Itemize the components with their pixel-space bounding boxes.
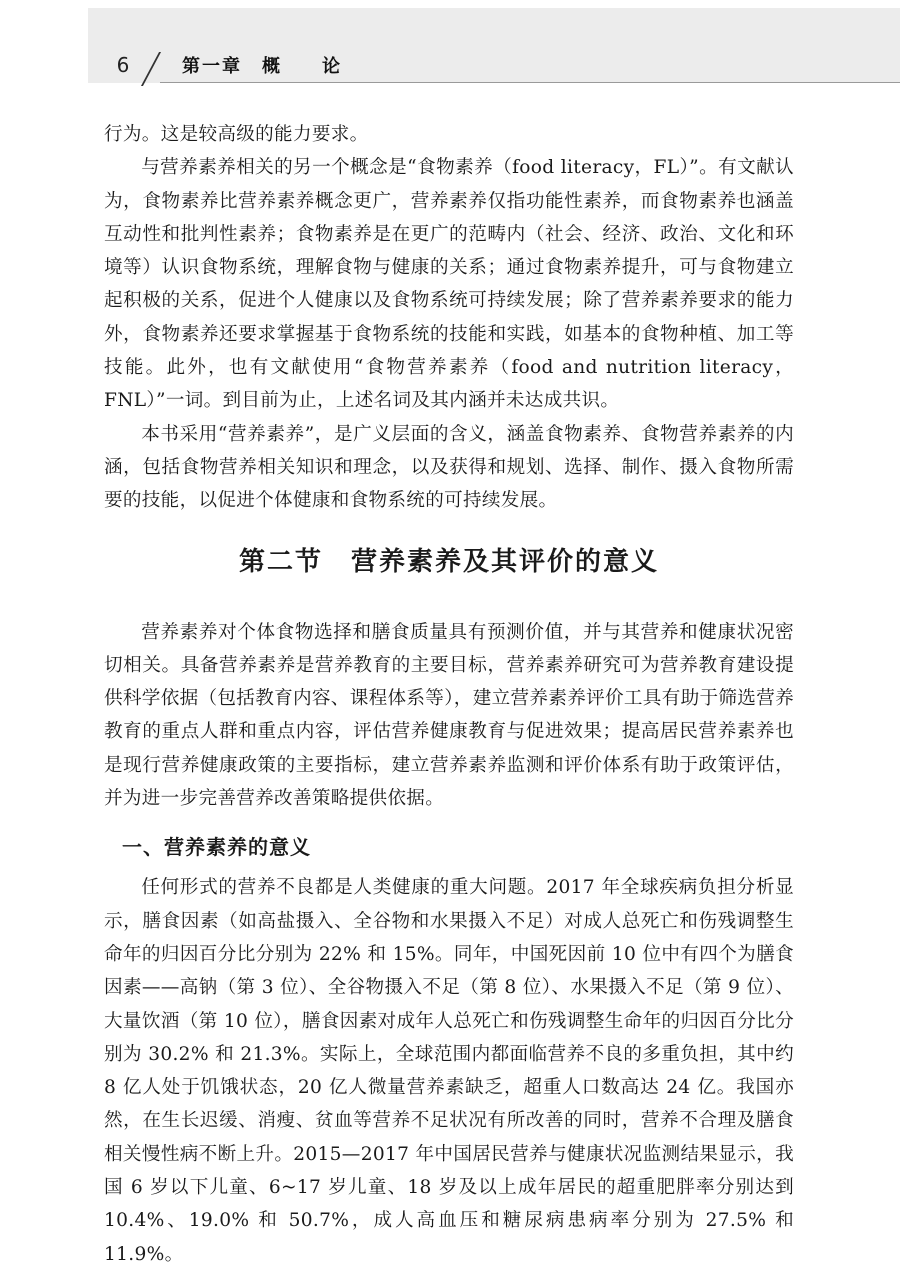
- page-number: 6: [116, 53, 130, 77]
- paragraph-continuation: 行为。这是较高级的能力要求。: [104, 124, 369, 145]
- paragraph-section-intro: 营养素养对个体食物选择和膳食质量具有预测价值，并与其营养和健康状况密切相关。具备营养素养是营养教育的主要目标，营养素养研究可为营养教育建设提供科学依据（包括教育内容、课程体系等），建立营养素养评价工具有助于筛选营养教育的重点人群和重点内容，评估营养健康教育与促进效果；提高居民营养素养也是现行营养健康政策的主要指标，建立营养素养监测和评价体系有助于政策评估，并为进一步完善营养改善策略提供依据。: [104, 621, 794, 810]
- paragraph-food-literacy: 与营养素养相关的另一个概念是“食物素养（food literacy，FL）”。有文献认为，食物素养比营养素养概念更广，营养素养仅指功能性素养，而食物素养也涵盖互动性和批判性素养；食物素养是在更广的范畴内（社会、经济、政治、文化和环境等）认识食物系统，理解食物与健康的关系；通过食物素养提升，可与食物建立起积极的关系，促进个人健康以及食物系统可持续发展；除了营养素养要求的能力外，食物素养还要求掌握基于食物系统的技能和实践，如基本的食物种植、加工等技能。此外，也有文献使用“食物营养素养（food and nutrition literacy，FNL）”一词。到目前为止，上述名词及其内涵并未达成共识。: [104, 157, 794, 412]
- header-rule: [160, 82, 900, 83]
- subsection-title: 一、营养素养的意义: [122, 835, 311, 860]
- page-body: [104, 118, 794, 1271]
- paragraph-subsection-body: 任何形式的营养不良都是人类健康的重大问题。2017 年全球疾病负担分析显示，膳食因素（如高盐摄入、全谷物和水果摄入不足）对成人总死亡和伤残调整生命年的归因百分比分别为 22% 和 15%。同年，中国死因前 10 位中有四个为膳食因素——高钠（第 3 位）、全谷物摄入不足（第 8 位）、水果摄入不足（第 9 位）、大量饮酒（第 10 位），膳食因素对成年人总死亡和伤残调整生命年的归因百分比分别为 30.2% 和 21.3%。实际上，全球范围内都面临营养不良的多重负担，其中约 8 亿人处于饥饿状态，20 亿人微量营养素缺乏，超重人口数高达 24 亿。我国亦然，在生长迟缓、消瘦、贫血等营养不足状况有所改善的同时，营养不合理及膳食相关慢性病不断上升。2015—2017 年中国居民营养与健康状况监测结果显示，我国 6 岁以下儿童、6~17 岁儿童、18 岁及以上成年居民的超重肥胖率分别达到 10.4%、19.0% 和 50.7%，成人高血压和糖尿病患病率分别为 27.5% 和 11.9%。: [104, 877, 794, 1265]
- section-title: 第二节 营养素养及其评价的意义: [238, 546, 659, 577]
- paragraph-book-definition: 本书采用“营养素养”，是广义层面的含义，涵盖食物素养、食物营养素养的内涵，包括食物营养相关知识和理念，以及获得和规划、选择、制作、摄入食物所需要的技能，以促进个体健康和食物系统的可持续发展。: [104, 423, 794, 512]
- chapter-title: 第一章 概 论: [182, 56, 342, 77]
